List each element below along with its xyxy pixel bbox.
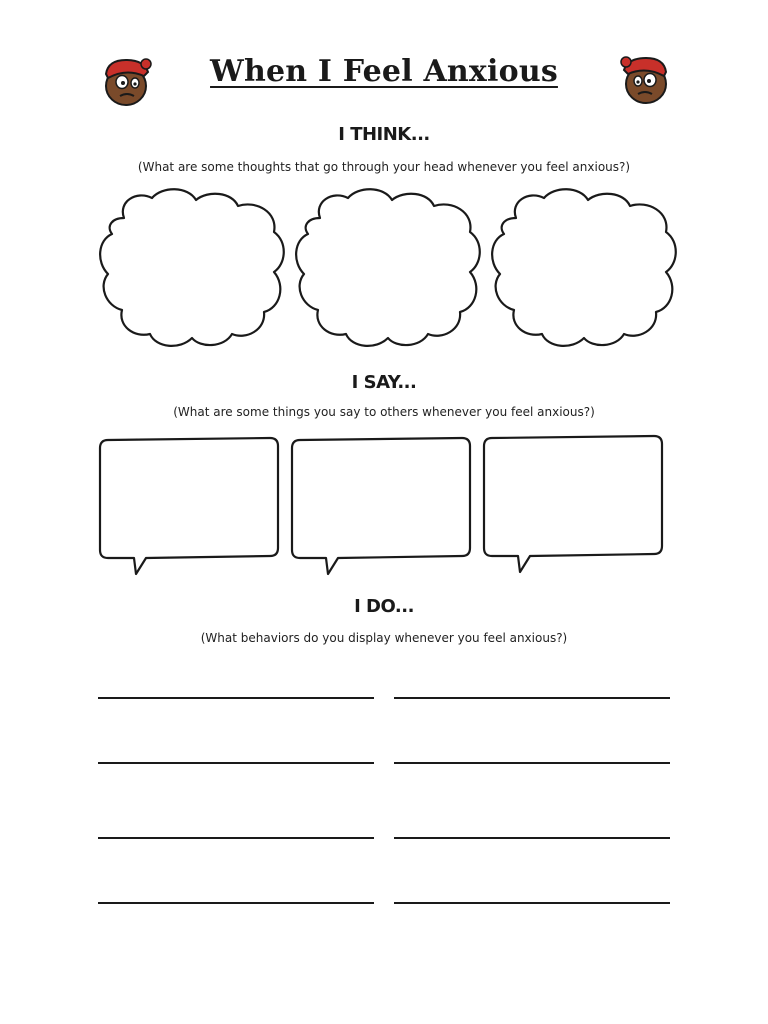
say-bubble-2[interactable]	[292, 438, 470, 574]
say-bubble-1[interactable]	[100, 438, 278, 574]
think-cloud-2[interactable]	[296, 189, 480, 346]
worksheet-title: When I Feel Anxious	[210, 54, 558, 89]
think-prompt: (What are some thoughts that go through your head whenever you feel anxious?)	[137, 160, 631, 174]
say-prompt: (What are some things you say to others whenever you feel anxious?)	[173, 405, 595, 419]
say-heading: I SAY...	[351, 372, 417, 393]
think-cloud-3[interactable]	[492, 189, 676, 346]
think-heading: I THINK...	[338, 124, 430, 145]
think-cloud-1[interactable]	[100, 189, 284, 346]
do-prompt: (What behaviors do you display whenever you feel anxious?)	[200, 631, 568, 645]
do-heading: I DO...	[354, 596, 414, 617]
say-bubble-3[interactable]	[484, 436, 662, 572]
